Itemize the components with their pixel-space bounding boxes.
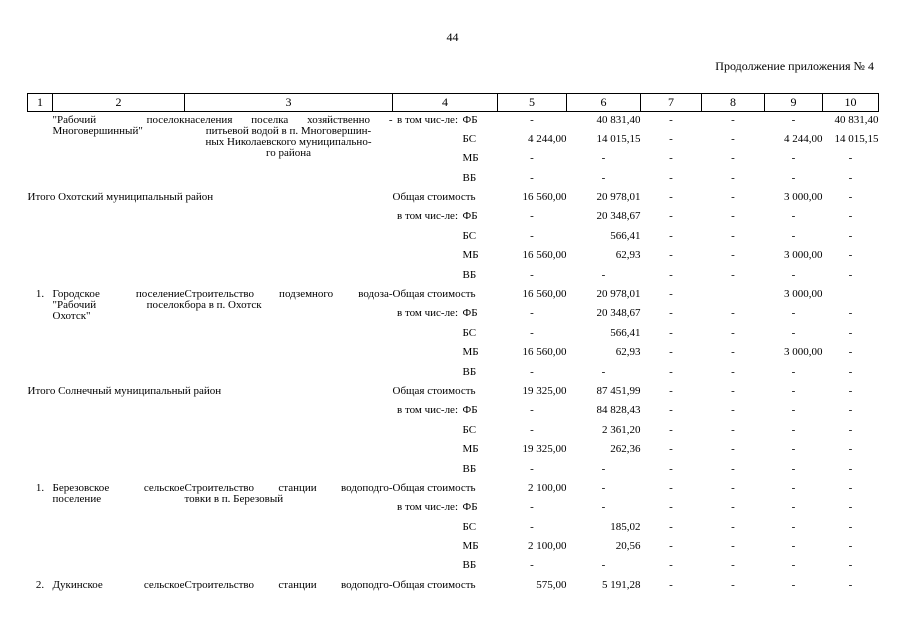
value-cell: 566,41 — [610, 229, 641, 242]
fund-code: ФБ — [462, 307, 478, 320]
municipality-name-line: Городское поселение — [52, 288, 185, 301]
value-cell: - — [731, 404, 735, 417]
value-cell: - — [669, 540, 673, 553]
value-cell: 566,41 — [610, 326, 641, 339]
value-cell: - — [848, 346, 853, 359]
value-cell: - — [530, 520, 534, 533]
value-cell: - — [731, 229, 735, 242]
municipality-name-line: "Рабочий поселок — [52, 114, 185, 126]
value-cell: 84 828,43 — [596, 404, 641, 417]
value-cell: - — [848, 443, 853, 456]
value-cell: 3 000,00 — [784, 288, 823, 301]
continuation-caption: Продолжение приложения № 4 — [715, 59, 874, 73]
header-cell: 9 — [765, 94, 823, 112]
value-cell: - — [848, 540, 853, 553]
including-label: в том чис-ле: — [397, 307, 458, 320]
value-cell: - — [791, 268, 796, 281]
value-cell: 16 560,00 — [522, 191, 567, 204]
value-cell: - — [669, 326, 673, 339]
value-cell: - — [731, 249, 735, 262]
empty-cell — [393, 267, 463, 286]
project-description — [185, 577, 393, 596]
project-description-line: Строительство подземного водоза- — [184, 288, 393, 301]
value-cell: - — [731, 307, 735, 320]
value-cell: - — [848, 559, 853, 572]
fund-code: МБ — [462, 152, 479, 165]
value-cell: - — [669, 249, 673, 262]
fund-code: БС — [462, 132, 477, 145]
value-cell: - — [669, 307, 673, 320]
table-row — [28, 383, 879, 402]
value-cell: - — [791, 171, 796, 184]
group-total-title: Итого Солнечный муниципальный район — [27, 384, 222, 397]
value-cell: 4 244,00 — [784, 132, 823, 145]
project-description-line: го района — [265, 147, 312, 159]
project-description-line: бора в п. Охотск — [184, 299, 262, 312]
value-cell: - — [791, 443, 796, 456]
project-description-line: Строительство станции водоподго- — [184, 578, 393, 591]
fund-code: ВБ — [462, 171, 477, 184]
value-cell: 20 978,01 — [596, 191, 641, 204]
value-cell: - — [731, 268, 735, 281]
value-cell: 62,93 — [615, 249, 641, 262]
value-cell: - — [601, 462, 606, 475]
value-cell: 2 100,00 — [528, 481, 567, 494]
header-cell: 8 — [702, 94, 765, 112]
value-cell: - — [848, 171, 853, 184]
fund-code: МБ — [462, 540, 479, 553]
value-cell: - — [848, 404, 853, 417]
value-cell: - — [731, 423, 735, 436]
fund-code: ФБ — [462, 114, 478, 126]
project-description — [185, 286, 393, 383]
value-cell: - — [848, 462, 853, 475]
value-cell: - — [731, 384, 735, 397]
fund-code: ВБ — [462, 268, 477, 281]
value-cell: - — [530, 559, 534, 572]
header-cell: 5 — [498, 94, 567, 112]
value-cell: - — [669, 404, 673, 417]
empty-cell — [393, 557, 463, 576]
value-cell: - — [791, 559, 796, 572]
value-cell: - — [731, 210, 735, 223]
fund-code: БС — [462, 326, 477, 339]
total-cost-label: Общая стоимость — [392, 384, 476, 397]
value-cell: - — [848, 268, 853, 281]
value-cell: - — [731, 540, 735, 553]
value-cell: - — [669, 462, 673, 475]
value-cell: 19 325,00 — [522, 384, 567, 397]
fund-code: МБ — [462, 346, 479, 359]
empty-cell — [393, 247, 463, 266]
value-cell: - — [791, 326, 796, 339]
value-cell: - — [669, 191, 673, 204]
header-cell: 2 — [53, 94, 185, 112]
value-cell: - — [791, 152, 796, 165]
value-cell: - — [731, 462, 735, 475]
value-cell: - — [669, 423, 673, 436]
value-cell: - — [530, 423, 534, 436]
fund-code: ФБ — [462, 210, 478, 223]
empty-cell — [393, 538, 463, 557]
value-cell: - — [731, 326, 735, 339]
value-cell: - — [848, 423, 853, 436]
total-cost-label: Общая стоимость — [392, 578, 476, 591]
empty-cell — [393, 150, 463, 169]
table-header — [28, 94, 879, 112]
value-cell: - — [669, 268, 673, 281]
value-cell: - — [669, 365, 673, 378]
value-cell: 3 000,00 — [784, 249, 823, 262]
municipality-name — [53, 577, 185, 596]
value-cell: - — [791, 481, 796, 494]
value-cell: - — [601, 501, 606, 514]
value-cell: 19 325,00 — [522, 443, 567, 456]
including-label: в том чис-ле: — [397, 114, 458, 126]
fund-code: ВБ — [462, 559, 477, 572]
municipality-name-line: Березовское сельское — [52, 481, 185, 494]
value-cell: 2 361,20 — [602, 423, 641, 436]
empty-cell — [393, 364, 463, 383]
value-cell: - — [848, 249, 853, 262]
value-cell: - — [731, 346, 735, 359]
value-cell: 20,56 — [615, 540, 641, 553]
fund-code: БС — [462, 229, 477, 242]
empty-cell — [393, 170, 463, 189]
value-cell: - — [601, 268, 606, 281]
value-cell: - — [669, 443, 673, 456]
fund-code: БС — [462, 423, 477, 436]
value-cell: - — [731, 481, 735, 494]
value-cell: - — [791, 520, 796, 533]
value-cell: - — [848, 520, 853, 533]
value-cell: 16 560,00 — [522, 288, 567, 301]
value-cell: - — [669, 559, 673, 572]
project-description-line: питьевой водой в п. Многовершин- — [205, 125, 372, 137]
fund-code: ВБ — [462, 462, 477, 475]
municipality-name — [53, 112, 185, 190]
value-cell: 575,00 — [536, 578, 567, 591]
value-cell: - — [530, 404, 534, 417]
value-cell: - — [669, 346, 673, 359]
row-number: 1. — [35, 481, 45, 494]
project-description — [185, 480, 393, 577]
value-cell: - — [848, 229, 853, 242]
fund-code: ФБ — [462, 404, 478, 417]
value-cell: - — [601, 152, 606, 165]
value-cell: - — [601, 481, 606, 494]
value-cell: - — [669, 501, 673, 514]
group-total-title: Итого Охотский муниципальный район — [27, 191, 214, 204]
value-cell: - — [848, 152, 853, 165]
project-description-line: товки в п. Березовый — [184, 492, 284, 505]
value-cell: - — [530, 501, 534, 514]
value-cell: 87 451,99 — [596, 384, 641, 397]
empty-cell — [393, 441, 463, 460]
table-row — [28, 286, 879, 305]
value-cell: - — [848, 481, 853, 494]
municipality-name-line: Охотск" — [52, 310, 91, 323]
fund-code: ВБ — [462, 365, 477, 378]
project-description — [185, 112, 393, 190]
budget-table — [27, 93, 879, 596]
value-cell: 40 831,40 — [834, 114, 879, 126]
value-cell: - — [731, 171, 735, 184]
value-cell: 40 831,40 — [596, 114, 641, 126]
value-cell: - — [530, 229, 534, 242]
row-number: 1. — [35, 288, 45, 301]
project-description-line: Строительство станции водоподго- — [184, 481, 393, 494]
total-cost-label: Общая стоимость — [392, 288, 476, 301]
header-cell: 10 — [823, 94, 879, 112]
municipality-name-line: "Рабочий поселок — [52, 299, 185, 312]
value-cell: - — [848, 384, 853, 397]
value-cell: 4 244,00 — [528, 132, 567, 145]
row-number — [28, 112, 53, 190]
value-cell: - — [530, 268, 534, 281]
including-label: в том чис-ле: — [397, 404, 458, 417]
value-cell: - — [848, 326, 853, 339]
value-cell: - — [530, 114, 534, 126]
value-cell: - — [848, 307, 853, 320]
value-cell: 16 560,00 — [522, 249, 567, 262]
value-cell: - — [731, 501, 735, 514]
value-cell: - — [530, 326, 534, 339]
value-cell: 5 191,28 — [602, 578, 641, 591]
row-number: 2. — [35, 578, 45, 591]
header-cell: 7 — [641, 94, 702, 112]
value-cell: 16 560,00 — [522, 346, 567, 359]
table-body — [28, 112, 879, 597]
fund-code: МБ — [462, 443, 479, 456]
value-cell: - — [530, 365, 534, 378]
value-cell: - — [731, 559, 735, 572]
value-cell: 185,02 — [610, 520, 641, 533]
header-cell: 3 — [185, 94, 393, 112]
value-cell: - — [791, 114, 796, 126]
including-label: в том чис-ле: — [397, 210, 458, 223]
value-cell: - — [601, 171, 606, 184]
value-cell: 20 348,67 — [596, 307, 641, 320]
empty-cell — [393, 344, 463, 363]
value-cell: - — [669, 171, 673, 184]
header-cell: 6 — [567, 94, 641, 112]
value-cell: 2 100,00 — [528, 540, 567, 553]
value-cell: - — [848, 578, 853, 591]
value-cell: - — [731, 443, 735, 456]
value-cell: - — [791, 501, 796, 514]
value-cell: 3 000,00 — [784, 191, 823, 204]
table-row — [28, 577, 879, 596]
value-cell: - — [848, 191, 853, 204]
value-cell — [702, 286, 765, 305]
empty-cell — [393, 461, 463, 480]
value-cell: 20 348,67 — [596, 210, 641, 223]
value-cell: - — [669, 288, 673, 301]
value-cell: - — [669, 114, 673, 126]
header-cell: 4 — [393, 94, 498, 112]
value-cell: - — [669, 210, 673, 223]
value-cell: - — [731, 132, 735, 145]
municipality-name — [53, 286, 185, 383]
value-cell: - — [669, 384, 673, 397]
including-label: в том чис-ле: — [397, 501, 458, 514]
value-cell: - — [731, 114, 735, 126]
fund-code: МБ — [462, 249, 479, 262]
value-cell: - — [669, 578, 673, 591]
value-cell: - — [669, 229, 673, 242]
value-cell: - — [848, 501, 853, 514]
value-cell: - — [530, 152, 534, 165]
value-cell: - — [669, 520, 673, 533]
value-cell: - — [530, 307, 534, 320]
municipality-name-line: Дукинское сельское — [52, 578, 185, 591]
page-number: 44 — [446, 30, 459, 44]
value-cell: - — [791, 423, 796, 436]
header-cell: 1 — [28, 94, 53, 112]
value-cell: - — [791, 229, 796, 242]
municipality-name-line: поселение — [52, 492, 102, 505]
value-cell: - — [791, 540, 796, 553]
value-cell: 14 015,15 — [596, 132, 641, 145]
value-cell: - — [731, 365, 735, 378]
value-cell: - — [791, 365, 796, 378]
value-cell: - — [731, 520, 735, 533]
fund-code: БС — [462, 520, 477, 533]
value-cell: - — [848, 365, 853, 378]
value-cell — [823, 286, 879, 305]
value-cell: 14 015,15 — [834, 132, 879, 145]
value-cell: - — [669, 481, 673, 494]
value-cell: - — [791, 578, 796, 591]
value-cell: - — [601, 559, 606, 572]
value-cell: - — [530, 462, 534, 475]
value-cell: - — [791, 307, 796, 320]
project-description-line: населения поселка хозяйственно - — [184, 114, 393, 126]
value-cell: - — [848, 210, 853, 223]
value-cell: 262,36 — [610, 443, 641, 456]
municipality-name-line: Многовершинный" — [52, 125, 143, 137]
value-cell: - — [791, 210, 796, 223]
value-cell: - — [731, 191, 735, 204]
value-cell: - — [530, 210, 534, 223]
value-cell: - — [530, 171, 534, 184]
project-description-line: ных Николаевского муниципально- — [205, 136, 372, 148]
value-cell: 20 978,01 — [596, 288, 641, 301]
value-cell: - — [669, 152, 673, 165]
value-cell: 3 000,00 — [784, 346, 823, 359]
value-cell: - — [791, 384, 796, 397]
value-cell: - — [791, 462, 796, 475]
municipality-name — [53, 480, 185, 577]
table-row — [28, 189, 879, 208]
value-cell: - — [731, 152, 735, 165]
fund-code: ФБ — [462, 501, 478, 514]
total-cost-label: Общая стоимость — [392, 481, 476, 494]
value-cell: - — [669, 132, 673, 145]
table-row — [28, 112, 879, 131]
table-row — [28, 480, 879, 499]
total-cost-label: Общая стоимость — [392, 191, 476, 204]
value-cell: - — [791, 404, 796, 417]
value-cell: 62,93 — [615, 346, 641, 359]
value-cell: - — [731, 578, 735, 591]
value-cell: - — [601, 365, 606, 378]
